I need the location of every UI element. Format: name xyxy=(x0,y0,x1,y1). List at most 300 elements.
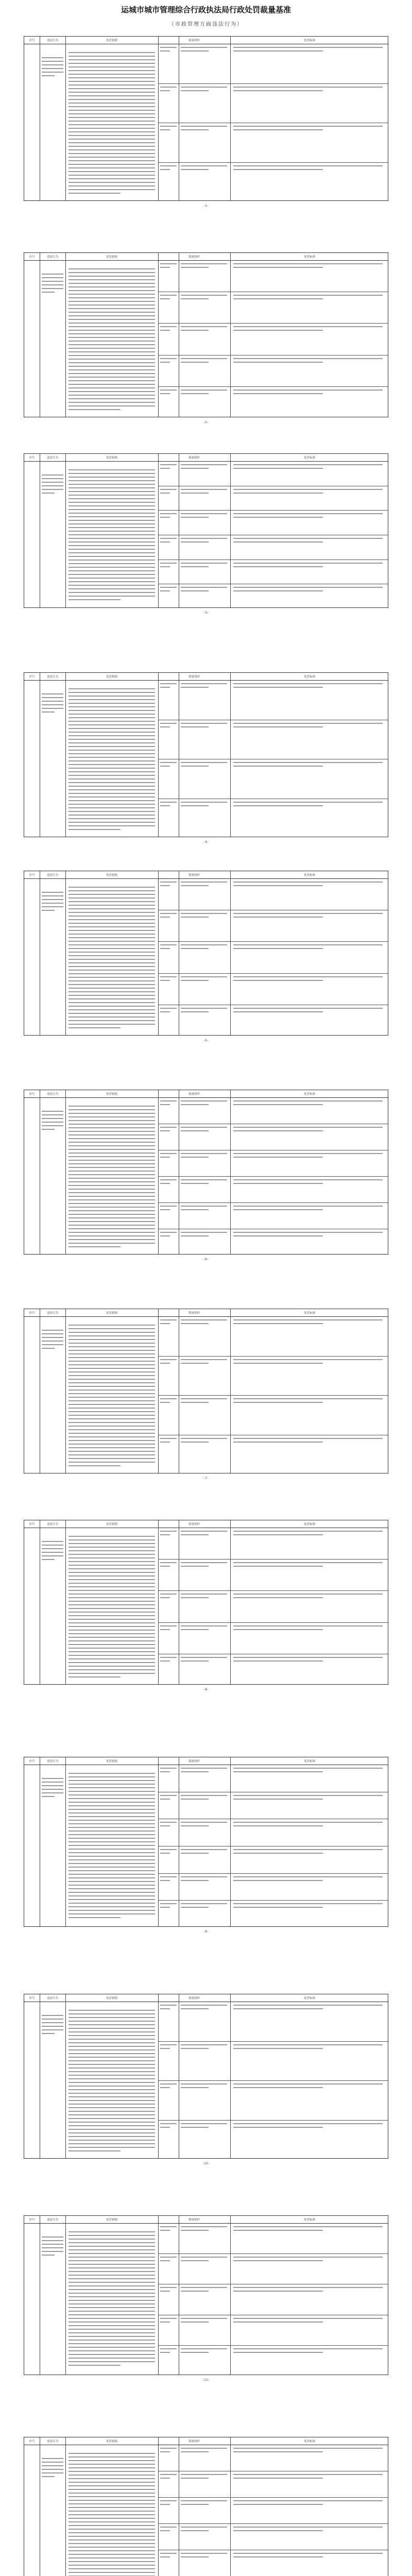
cell-text-illegible xyxy=(233,1795,383,1802)
cell-text-illegible xyxy=(181,87,227,94)
table-header-row xyxy=(24,2437,388,2445)
cell-text-illegible xyxy=(233,1100,383,1108)
cell-text-illegible xyxy=(233,464,383,471)
table-header-cell: 处罚依据 xyxy=(106,1760,117,1763)
table-header-cell: 违法行为 xyxy=(46,456,58,460)
penalty-table xyxy=(24,453,388,608)
row-divider xyxy=(158,2253,388,2254)
table-header-cell: 违法行为 xyxy=(46,2218,58,2222)
cell-text-illegible xyxy=(160,1876,177,1884)
cell-text-illegible xyxy=(181,389,227,397)
row-divider xyxy=(158,973,388,974)
penalty-table xyxy=(24,1520,388,1685)
table-page xyxy=(24,252,388,424)
cell-text-illegible xyxy=(181,2500,227,2507)
column-divider xyxy=(65,1090,66,1254)
table-header-cell: 处罚依据 xyxy=(106,675,117,679)
cell-text-illegible xyxy=(181,1531,227,1538)
column-divider xyxy=(158,1757,159,1926)
row-divider xyxy=(158,1559,388,1560)
row-divider xyxy=(158,2523,388,2524)
penalty-table xyxy=(24,252,388,417)
column-divider xyxy=(65,2216,66,2375)
cell-text-illegible xyxy=(160,2318,177,2325)
cell-text-illegible xyxy=(181,2318,227,2325)
cell-text-illegible xyxy=(181,1625,227,1633)
cell-text-illegible xyxy=(181,1876,227,1884)
column-divider xyxy=(158,253,159,417)
column-divider xyxy=(230,1757,231,1926)
cell-text-illegible xyxy=(68,1106,155,1250)
table-header-row xyxy=(24,454,388,462)
column-divider xyxy=(158,1994,159,2158)
table-header-cell: 处罚标准 xyxy=(303,1312,315,1315)
table-header-cell: 处罚依据 xyxy=(106,1523,117,1526)
cell-text-illegible xyxy=(233,126,383,133)
cell-text-illegible xyxy=(233,1531,383,1538)
cell-text-illegible xyxy=(233,1206,383,1213)
cell-text-illegible xyxy=(181,1849,227,1856)
cell-text-illegible xyxy=(181,1657,227,1664)
cell-text-illegible xyxy=(181,1153,227,1160)
table-page xyxy=(24,1757,388,1934)
page-number: -11- xyxy=(203,2378,209,2382)
row-divider xyxy=(158,941,388,942)
cell-text-illegible xyxy=(160,1206,177,1213)
cell-text-illegible xyxy=(181,1232,227,1239)
table-header-cell: 序号 xyxy=(29,1093,35,1096)
column-divider xyxy=(230,2437,231,2576)
cell-text-illegible xyxy=(181,1822,227,1829)
cell-text-illegible xyxy=(233,1232,383,1239)
table-header-cell: 处罚依据 xyxy=(106,39,117,42)
cell-text-illegible xyxy=(233,165,383,173)
cell-text-illegible xyxy=(181,1179,227,1187)
column-divider xyxy=(65,673,66,837)
table-header-cell: 裁量情形 xyxy=(188,675,200,679)
cell-text-illegible xyxy=(233,2500,383,2507)
table-header-cell: 序号 xyxy=(29,2218,35,2222)
cell-text-illegible xyxy=(160,976,177,984)
cell-text-illegible xyxy=(233,563,383,570)
cell-text-illegible xyxy=(160,1008,177,1015)
table-header-cell: 裁量情形 xyxy=(188,456,200,460)
cell-text-illegible xyxy=(233,263,383,270)
cell-text-illegible xyxy=(42,1541,63,1563)
cell-text-illegible xyxy=(68,1325,155,1469)
cell-text-illegible xyxy=(233,944,383,952)
cell-text-illegible xyxy=(160,1562,177,1569)
table-page xyxy=(24,672,388,844)
cell-text-illegible xyxy=(160,2553,177,2560)
cell-text-illegible xyxy=(160,1398,177,1405)
cell-text-illegible xyxy=(68,52,155,196)
page-number: -1- xyxy=(203,204,209,208)
cell-text-illegible xyxy=(68,1773,155,1921)
column-divider xyxy=(158,673,159,837)
table-header-row xyxy=(24,2216,388,2224)
table-header-cell: 处罚标准 xyxy=(303,256,315,259)
table-header-cell: 违法行为 xyxy=(46,2440,58,2443)
column-divider xyxy=(158,871,159,1035)
row-divider xyxy=(158,2120,388,2121)
cell-text-illegible xyxy=(160,489,177,496)
table-header-row xyxy=(24,1520,388,1528)
column-divider xyxy=(158,454,159,607)
cell-text-illegible xyxy=(233,358,383,365)
table-header-cell: 裁量情形 xyxy=(188,1523,200,1526)
table-page xyxy=(24,2437,388,2576)
cell-text-illegible xyxy=(233,1562,383,1569)
penalty-table xyxy=(24,1994,388,2159)
cell-text-illegible xyxy=(233,1008,383,1015)
cell-text-illegible xyxy=(233,326,383,333)
table-header-row xyxy=(24,253,388,261)
cell-text-illegible xyxy=(181,126,227,133)
cell-text-illegible xyxy=(160,2527,177,2534)
cell-text-illegible xyxy=(160,126,177,133)
table-header-cell: 序号 xyxy=(29,874,35,877)
cell-text-illegible xyxy=(233,1127,383,1134)
table-header-cell: 处罚标准 xyxy=(303,39,315,42)
cell-text-illegible xyxy=(160,87,177,94)
cell-text-illegible xyxy=(68,2010,155,2154)
cell-text-illegible xyxy=(160,389,177,397)
table-header-cell: 序号 xyxy=(29,1997,35,2000)
cell-text-illegible xyxy=(233,1903,383,1910)
cell-text-illegible xyxy=(233,1398,383,1405)
cell-text-illegible xyxy=(181,2448,227,2455)
cell-text-illegible xyxy=(181,762,227,769)
row-divider xyxy=(158,2497,388,2498)
column-divider xyxy=(65,871,66,1035)
document-title: 运城市城市管理综合行政执法局行政处罚裁量基准 xyxy=(121,5,291,14)
table-page xyxy=(24,1520,388,1691)
cell-text-illegible xyxy=(181,976,227,984)
column-divider xyxy=(230,454,231,607)
cell-text-illegible xyxy=(233,723,383,730)
penalty-table xyxy=(24,2215,388,2375)
cell-text-illegible xyxy=(233,389,383,397)
cell-text-illegible xyxy=(233,1625,383,1633)
row-divider xyxy=(158,2041,388,2042)
cell-text-illegible xyxy=(181,464,227,471)
cell-text-illegible xyxy=(233,1359,383,1366)
cell-text-illegible xyxy=(233,2123,383,2130)
table-header-cell: 序号 xyxy=(29,456,35,460)
cell-text-illegible xyxy=(160,2500,177,2507)
row-divider xyxy=(158,1202,388,1203)
cell-text-illegible xyxy=(233,976,383,984)
cell-text-illegible xyxy=(181,358,227,365)
page-number: -6- xyxy=(203,1258,209,1261)
column-divider xyxy=(158,1520,159,1684)
cell-text-illegible xyxy=(160,1232,177,1239)
cell-text-illegible xyxy=(181,1100,227,1108)
cell-text-illegible xyxy=(160,723,177,730)
table-header-cell: 序号 xyxy=(29,256,35,259)
cell-text-illegible xyxy=(160,1179,177,1187)
cell-text-illegible xyxy=(181,538,227,545)
column-divider xyxy=(65,253,66,417)
table-header-cell: 处罚依据 xyxy=(106,456,117,460)
cell-text-illegible xyxy=(68,2231,155,2368)
table-header-cell: 违法行为 xyxy=(46,1997,58,2000)
cell-text-illegible xyxy=(68,1536,155,1680)
cell-text-illegible xyxy=(181,1562,227,1569)
cell-text-illegible xyxy=(233,913,383,920)
table-header-cell: 处罚依据 xyxy=(106,2218,117,2222)
cell-text-illegible xyxy=(181,489,227,496)
table-header-cell: 序号 xyxy=(29,2440,35,2443)
cell-text-illegible xyxy=(233,87,383,94)
column-divider xyxy=(65,2437,66,2576)
cell-text-illegible xyxy=(233,47,383,54)
table-header-cell: 裁量情形 xyxy=(188,1312,200,1315)
cell-text-illegible xyxy=(42,1778,63,1800)
table-header-row xyxy=(24,1757,388,1765)
page-number: -2- xyxy=(203,420,209,424)
cell-text-illegible xyxy=(160,1127,177,1134)
row-divider xyxy=(158,386,388,387)
cell-text-illegible xyxy=(181,263,227,270)
table-header-cell: 违法行为 xyxy=(46,1312,58,1315)
cell-text-illegible xyxy=(181,1206,227,1213)
page-number: -10- xyxy=(203,2162,209,2165)
cell-text-illegible xyxy=(42,892,63,913)
cell-text-illegible xyxy=(181,723,227,730)
cell-text-illegible xyxy=(160,802,177,809)
cell-text-illegible xyxy=(233,1594,383,1601)
cell-text-illegible xyxy=(160,1795,177,1802)
cell-text-illegible xyxy=(160,913,177,920)
column-divider xyxy=(230,2216,231,2375)
cell-text-illegible xyxy=(181,1768,227,1775)
cell-text-illegible xyxy=(160,263,177,270)
cell-text-illegible xyxy=(181,1795,227,1802)
table-header-cell: 裁量情形 xyxy=(188,256,200,259)
column-divider xyxy=(65,1757,66,1926)
cell-text-illegible xyxy=(181,2044,227,2052)
cell-text-illegible xyxy=(181,513,227,520)
table-header-cell: 序号 xyxy=(29,39,35,42)
cell-text-illegible xyxy=(160,513,177,520)
cell-text-illegible xyxy=(160,2226,177,2233)
cell-text-illegible xyxy=(233,2005,383,2012)
table-page xyxy=(24,1309,388,1480)
column-divider xyxy=(65,454,66,607)
table-header-row xyxy=(24,1309,388,1317)
cell-text-illegible xyxy=(181,587,227,594)
page-number: -7- xyxy=(203,1477,209,1480)
table-page xyxy=(24,1090,388,1261)
cell-text-illegible xyxy=(233,2527,383,2534)
cell-text-illegible xyxy=(233,762,383,769)
cell-text-illegible xyxy=(181,882,227,889)
penalty-table xyxy=(24,1309,388,1473)
cell-text-illegible xyxy=(181,2083,227,2091)
table-header-cell: 处罚标准 xyxy=(303,456,315,460)
cell-text-illegible xyxy=(160,683,177,690)
cell-text-illegible xyxy=(233,1876,383,1884)
cell-text-illegible xyxy=(181,913,227,920)
cell-text-illegible xyxy=(160,1625,177,1633)
cell-text-illegible xyxy=(68,2453,155,2576)
row-divider xyxy=(158,1873,388,1874)
table-header-cell: 裁量情形 xyxy=(188,1997,200,2000)
page-number: -3- xyxy=(203,611,209,615)
cell-text-illegible xyxy=(181,2005,227,2012)
cell-text-illegible xyxy=(42,2015,63,2037)
cell-text-illegible xyxy=(160,165,177,173)
table-header-cell: 违法行为 xyxy=(46,1093,58,1096)
table-header-cell: 序号 xyxy=(29,675,35,679)
cell-text-illegible xyxy=(233,2044,383,2052)
cell-text-illegible xyxy=(160,1849,177,1856)
column-divider xyxy=(65,37,66,200)
cell-text-illegible xyxy=(160,1822,177,1829)
cell-text-illegible xyxy=(160,2123,177,2130)
column-divider xyxy=(230,1520,231,1684)
cell-text-illegible xyxy=(181,1398,227,1405)
row-divider xyxy=(158,1176,388,1177)
cell-text-illegible xyxy=(42,274,63,295)
cell-text-illegible xyxy=(68,268,155,413)
column-divider xyxy=(158,1090,159,1254)
cell-text-illegible xyxy=(233,1438,383,1445)
table-header-row xyxy=(24,37,388,44)
table-header-cell: 违法行为 xyxy=(46,874,58,877)
table-header-cell: 违法行为 xyxy=(46,39,58,42)
cell-text-illegible xyxy=(160,2005,177,2012)
cell-text-illegible xyxy=(233,2083,383,2091)
cell-text-illegible xyxy=(160,1153,177,1160)
row-divider xyxy=(158,510,388,511)
row-divider xyxy=(158,323,388,324)
table-page xyxy=(24,2215,388,2382)
cell-text-illegible xyxy=(42,2236,63,2258)
cell-text-illegible xyxy=(160,2287,177,2294)
penalty-table xyxy=(24,2437,388,2576)
cell-text-illegible xyxy=(181,1127,227,1134)
cell-text-illegible xyxy=(160,1768,177,1775)
page-number: -5- xyxy=(203,1039,209,1042)
table-header-cell: 处罚标准 xyxy=(303,2440,315,2443)
cell-text-illegible xyxy=(42,2458,63,2480)
table-header-cell: 裁量情形 xyxy=(188,874,200,877)
cell-text-illegible xyxy=(68,469,155,603)
row-divider xyxy=(158,1356,388,1357)
cell-text-illegible xyxy=(160,2044,177,2052)
table-header-cell: 处罚标准 xyxy=(303,1093,315,1096)
column-divider xyxy=(230,673,231,837)
cell-text-illegible xyxy=(233,1768,383,1775)
cell-text-illegible xyxy=(233,2318,383,2325)
table-header-cell: 处罚依据 xyxy=(106,1093,117,1096)
cell-text-illegible xyxy=(233,1822,383,1829)
cell-text-illegible xyxy=(68,887,155,1031)
cell-text-illegible xyxy=(160,464,177,471)
table-header-cell: 裁量情形 xyxy=(188,2440,200,2443)
cell-text-illegible xyxy=(181,2348,227,2355)
table-header-cell: 违法行为 xyxy=(46,256,58,259)
cell-text-illegible xyxy=(181,1594,227,1601)
column-divider xyxy=(158,37,159,200)
cell-text-illegible xyxy=(160,2474,177,2481)
row-divider xyxy=(158,2080,388,2081)
table-header-cell: 序号 xyxy=(29,1312,35,1315)
cell-text-illegible xyxy=(160,587,177,594)
table-header-cell: 裁量情形 xyxy=(188,1093,200,1096)
column-divider xyxy=(158,2216,159,2375)
cell-text-illegible xyxy=(233,2474,383,2481)
table-header-row xyxy=(24,871,388,879)
penalty-table xyxy=(24,871,388,1036)
cell-text-illegible xyxy=(181,295,227,302)
table-header-cell: 违法行为 xyxy=(46,1760,58,1763)
row-divider xyxy=(158,83,388,84)
cell-text-illegible xyxy=(160,47,177,54)
cell-text-illegible xyxy=(233,295,383,302)
cell-text-illegible xyxy=(181,563,227,570)
row-divider xyxy=(158,2345,388,2346)
penalty-table xyxy=(24,1757,388,1927)
penalty-table xyxy=(24,672,388,837)
cell-text-illegible xyxy=(160,358,177,365)
cell-text-illegible xyxy=(233,1319,383,1327)
table-header-row xyxy=(24,1090,388,1098)
column-divider xyxy=(230,871,231,1035)
row-divider xyxy=(158,1395,388,1396)
cell-text-illegible xyxy=(181,2257,227,2264)
cell-text-illegible xyxy=(233,538,383,545)
table-page xyxy=(24,453,388,615)
cell-text-illegible xyxy=(160,326,177,333)
cell-text-illegible xyxy=(160,1903,177,1910)
table-header-cell: 裁量情形 xyxy=(188,1760,200,1763)
cell-text-illegible xyxy=(233,2448,383,2455)
table-header-cell: 处罚依据 xyxy=(106,2440,117,2443)
cell-text-illegible xyxy=(181,2226,227,2233)
cell-text-illegible xyxy=(160,538,177,545)
cell-text-illegible xyxy=(68,688,155,833)
table-page xyxy=(24,36,388,208)
cell-text-illegible xyxy=(233,683,383,690)
cell-text-illegible xyxy=(233,2553,383,2560)
cell-text-illegible xyxy=(181,165,227,173)
cell-text-illegible xyxy=(181,683,227,690)
cell-text-illegible xyxy=(160,762,177,769)
column-divider xyxy=(158,2437,159,2576)
cell-text-illegible xyxy=(181,1008,227,1015)
cell-text-illegible xyxy=(160,1319,177,1327)
cell-text-illegible xyxy=(233,1179,383,1187)
table-header-cell: 处罚标准 xyxy=(303,874,315,877)
cell-text-illegible xyxy=(233,1657,383,1664)
cell-text-illegible xyxy=(42,1330,63,1351)
cell-text-illegible xyxy=(160,1359,177,1366)
cell-text-illegible xyxy=(181,2287,227,2294)
cell-text-illegible xyxy=(181,1903,227,1910)
cell-text-illegible xyxy=(181,944,227,952)
cell-text-illegible xyxy=(181,2553,227,2560)
cell-text-illegible xyxy=(233,882,383,889)
cell-text-illegible xyxy=(181,1319,227,1327)
column-divider xyxy=(65,1520,66,1684)
cell-text-illegible xyxy=(160,1531,177,1538)
cell-text-illegible xyxy=(160,1100,177,1108)
column-divider xyxy=(230,1090,231,1254)
